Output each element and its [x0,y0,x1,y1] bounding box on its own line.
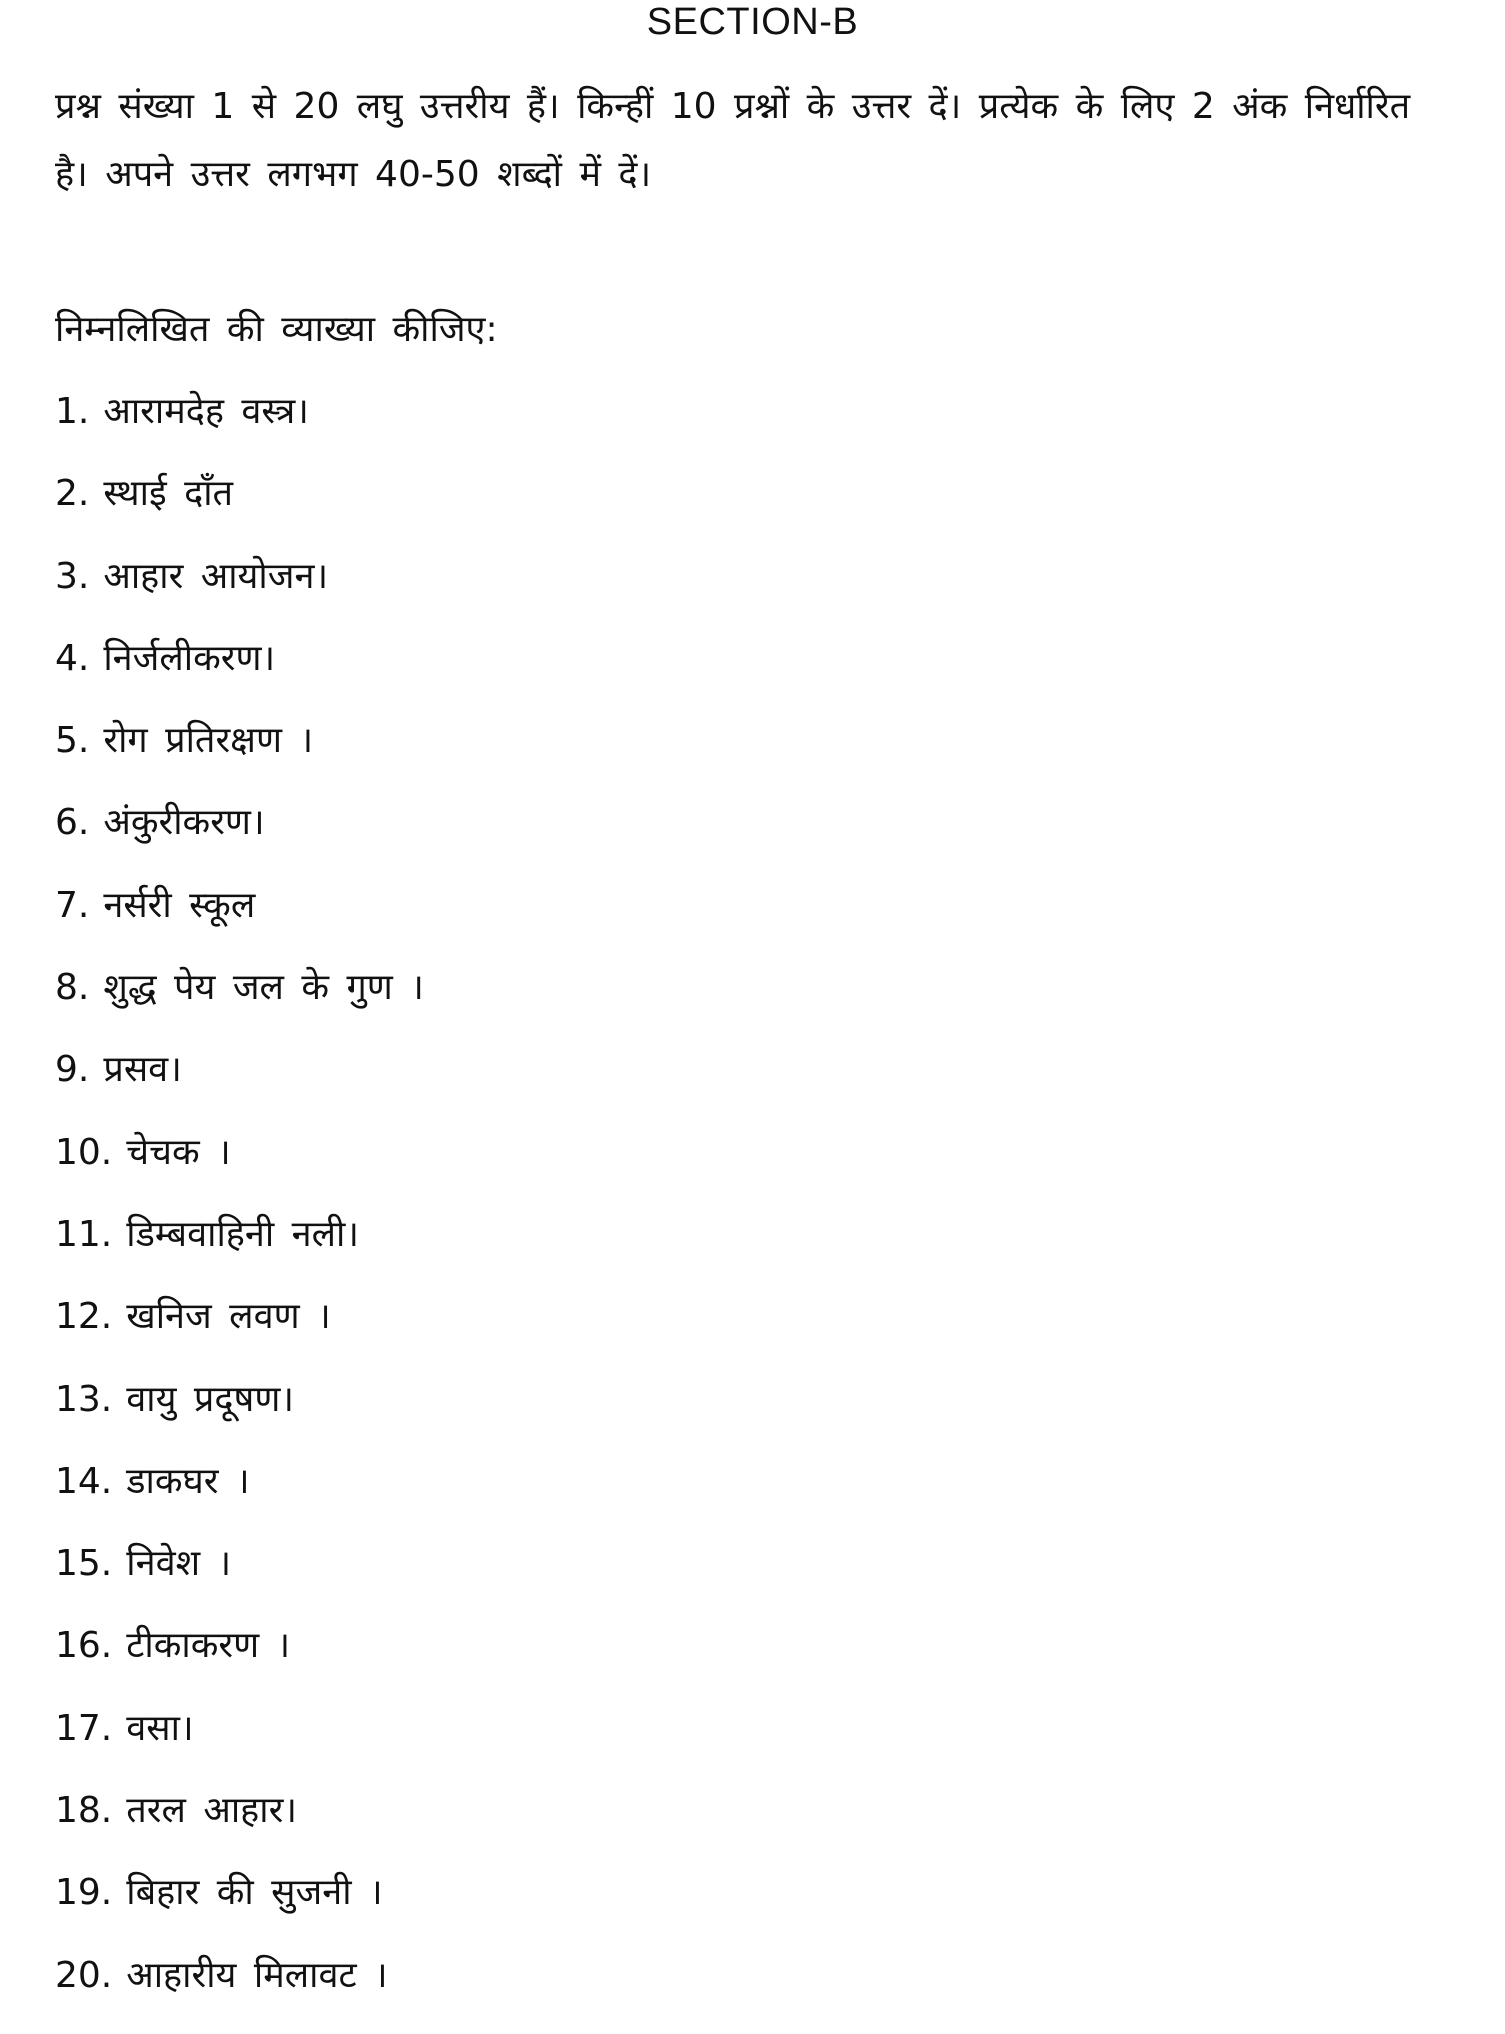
question-item [55,1699,424,1781]
question-number: 8. [55,967,90,1009]
question-text: वसा। [126,1707,194,1749]
question-number: 18. [55,1790,113,1832]
question-item [55,793,424,875]
question-text: शुद्ध पेय जल के गुण । [103,967,424,1009]
question-number: 6. [55,802,90,844]
question-item [55,464,424,546]
question-number: 17. [55,1707,113,1749]
question-item [55,547,424,629]
question-item [55,1534,424,1616]
question-number: 5. [55,720,90,762]
question-item [55,958,424,1040]
question-number: 16. [55,1625,113,1667]
question-item [55,1287,424,1369]
question-item [55,1616,424,1698]
question-number: 7. [55,884,90,926]
question-number: 4. [55,637,90,679]
question-number: 10. [55,1131,113,1173]
question-number: 14. [55,1460,113,1502]
question-number: 9. [55,1049,90,1091]
question-item [55,876,424,958]
question-text: नर्सरी स्कूल [103,884,256,926]
question-text: चेचक । [126,1131,231,1173]
question-text: तरल आहार। [126,1790,297,1832]
question-text: खनिज लवण । [126,1296,331,1338]
question-text: रोग प्रतिरक्षण । [103,720,314,762]
question-text: आहारीय मिलावट । [126,1954,388,1996]
question-item [55,1781,424,1863]
question-text: आरामदेह वस्त्र। [103,391,309,432]
question-number: 13. [55,1378,113,1420]
question-number: 2. [55,473,90,515]
question-item [55,711,424,793]
question-text: अंकुरीकरण। [103,802,265,844]
instruction-heading: निम्नलिखित की व्याख्या कीजिए: [55,309,498,350]
question-item [55,382,424,464]
question-text: बिहार की सुजनी । [126,1872,383,1914]
question-number: 15. [55,1543,113,1585]
question-text: निवेश । [126,1543,232,1585]
question-number: 11. [55,1213,113,1255]
question-text: टीकाकरण । [126,1625,291,1667]
question-text: स्थाई दाँत [103,473,234,515]
question-list [55,382,424,2028]
question-item [55,629,424,711]
question-number: 19. [55,1872,113,1914]
question-text: प्रसव। [103,1049,182,1091]
question-item [55,1123,424,1205]
question-item [55,1040,424,1122]
question-number: 20. [55,1954,113,1996]
question-item [55,1205,424,1287]
question-text: निर्जलीकरण। [103,637,276,679]
question-text: डिम्बवाहिनी नली। [126,1213,359,1255]
question-number: 3. [55,555,90,597]
question-item [55,1863,424,1945]
question-item [55,1370,424,1452]
section-title: SECTION-B [646,1,859,43]
question-number: 1. [55,391,90,432]
question-text: डाकघर । [126,1460,250,1502]
question-number: 12. [55,1296,113,1338]
question-item [55,1452,424,1534]
intro-paragraph: प्रश्न संख्या 1 से 20 लघु उत्तरीय हैं। किन्हीं 10 प्रश्नों के उत्तर दें। प्रत्येक के लिए 2 अंक निर्धारित है। अपने उत्तर लगभग 40-50 शब्दों में दें। [55,86,1411,195]
question-text: आहार आयोजन। [103,555,329,597]
question-item [55,1946,424,2028]
question-text: वायु प्रदूषण। [126,1378,295,1420]
